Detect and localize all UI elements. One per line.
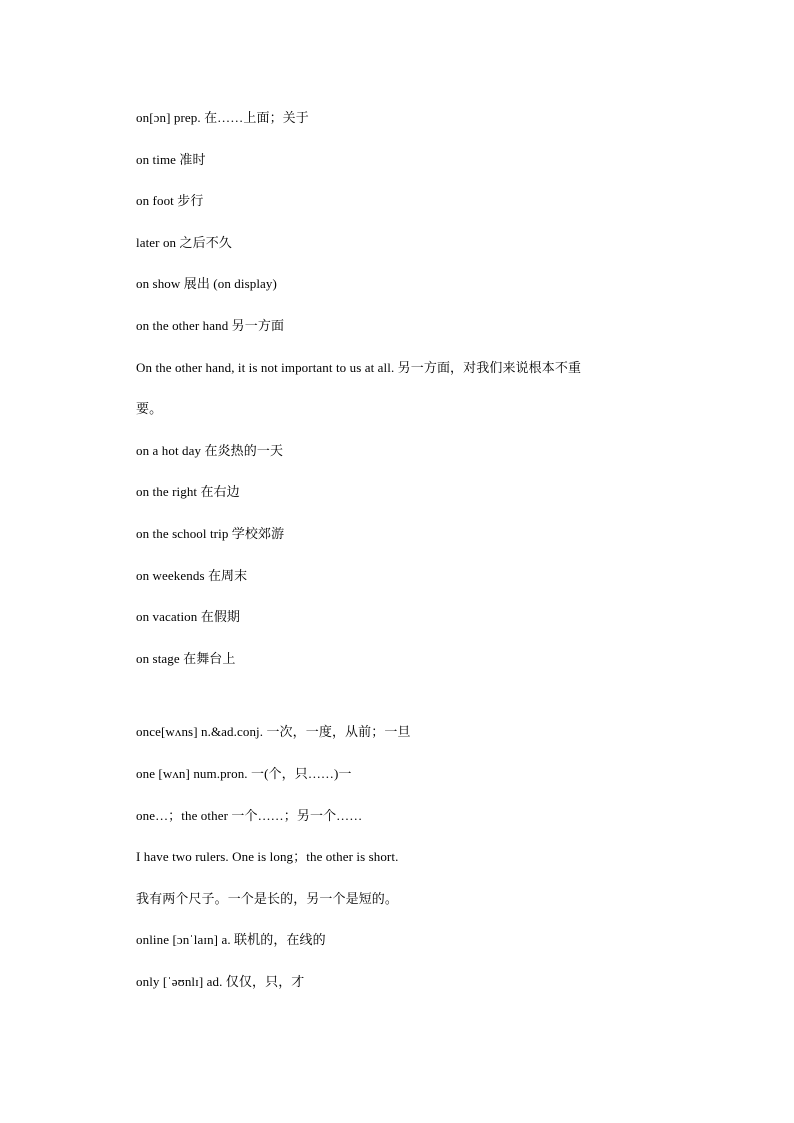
example-other-hand-sentence: On the other hand, it is not important to us at all. 另一方面，对我们来说根本不重 — [136, 360, 582, 375]
entry-one: one [wʌn] num.pron. 一(个，只……)一 — [136, 766, 352, 781]
entry-one-the-other: one…；the other 一个……；另一个…… — [136, 808, 363, 823]
entry-on-weekends: on weekends 在周末 — [136, 568, 248, 583]
example-two-rulers: I have two rulers. One is long；the other is short. — [136, 849, 399, 864]
entry-on-show: on show 展出 (on display) — [136, 276, 277, 291]
example-other-hand-sentence-cont: 要。 — [136, 401, 163, 416]
entry-on-the-right: on the right 在右边 — [136, 484, 240, 499]
entry-on-the-other-hand: on the other hand 另一方面 — [136, 318, 285, 333]
entry-once: once[wʌns] n.&ad.conj. 一次，一度，从前；一旦 — [136, 724, 411, 739]
entry-on-foot: on foot 步行 — [136, 193, 204, 208]
entry-on-the-school-trip: on the school trip 学校郊游 — [136, 526, 285, 541]
entry-only: only [ˈəʊnlɪ] ad. 仅仅，只，才 — [136, 974, 305, 989]
entry-on-time: on time 准时 — [136, 152, 206, 167]
entry-on-stage: on stage 在舞台上 — [136, 651, 236, 666]
entry-on: on[ɔn] prep. 在……上面；关于 — [136, 110, 309, 125]
entry-on-a-hot-day: on a hot day 在炎热的一天 — [136, 443, 284, 458]
entry-later-on: later on 之后不久 — [136, 235, 232, 250]
entry-on-vacation: on vacation 在假期 — [136, 609, 241, 624]
entry-online: online [ɔnˈlaɪn] a. 联机的，在线的 — [136, 932, 326, 947]
example-two-rulers-translation: 我有两个尺子。一个是长的，另一个是短的。 — [136, 891, 399, 906]
